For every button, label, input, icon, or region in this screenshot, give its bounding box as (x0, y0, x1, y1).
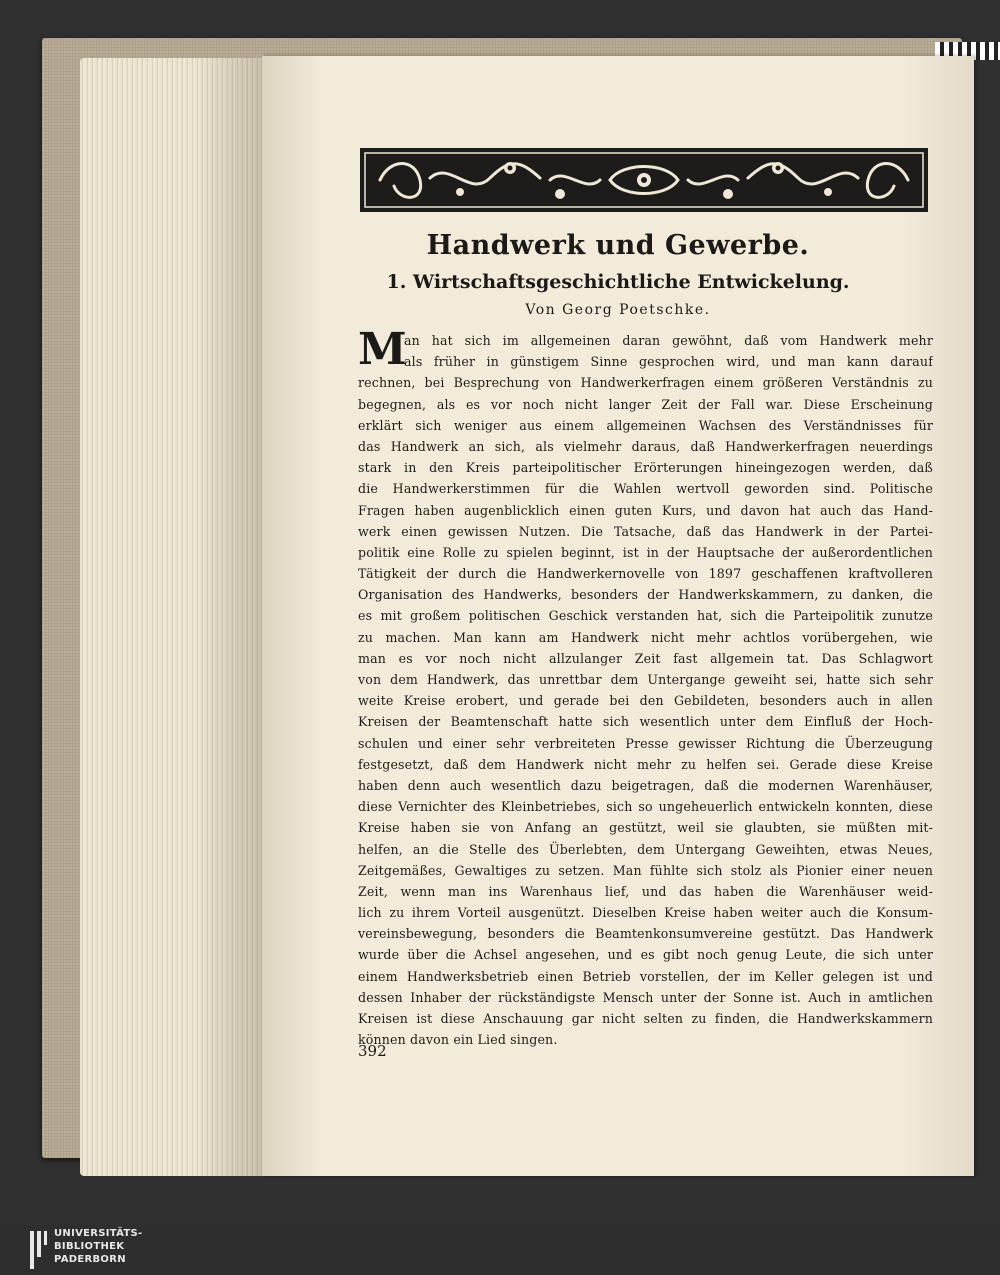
drop-cap: M (358, 324, 407, 375)
text-line: lich zu ihrem Vorteil ausgenützt. Dieselben Kreise haben weiter auch die Konsum- (358, 905, 933, 921)
text-line: Kreisen der Beamtenschaft hatte sich wesentlich unter dem Einfluß der Hoch- (358, 714, 933, 730)
text-line: das Handwerk an sich, als vielmehr daraus, daß Handwerkerfragen neuerdings (358, 438, 933, 454)
text-line: Organisation des Handwerks, besonders der Handwerkskammern, zu danken, die (358, 587, 933, 603)
text-line: Tätigkeit der durch die Handwerkernovelle von 1897 geschaffenen kraftvolleren (358, 566, 933, 582)
text-line: es mit großem politischen Geschick verstanden hat, sich die Parteipolitik zunutze (358, 608, 933, 624)
text-line: rechnen, bei Besprechung von Handwerkerfragen einem größeren Verständnis zu (358, 375, 933, 391)
logo-text-line-3: PADERBORN (54, 1254, 126, 1265)
text-line: einem Handwerksbetrieb einen Betrieb vorstellen, der im Keller gelegen ist und (358, 968, 933, 984)
logo-text-line-1: UNIVERSITÄTS- (54, 1228, 143, 1239)
text-line: Fragen haben augenblicklich einen guten Kurs, und davon hat auch das Hand- (358, 502, 933, 518)
text-line: schulen und einer sehr verbreiteten Presse gewisser Richtung die Überzeugung (358, 735, 933, 751)
text-line: zu machen. Man kann am Handwerk nicht mehr achtlos vorübergehen, wie (358, 629, 933, 645)
text-line: Kreisen ist diese Anschauung gar nicht selten zu finden, die Handwerkskammern (358, 1011, 933, 1026)
text-line: dessen Inhaber der rückständigste Mensch unter der Sonne ist. Auch in amtlichen (358, 989, 933, 1005)
text-line: festgesetzt, daß dem Handwerk nicht mehr zu helfen sei. Gerade diese Kreise (358, 756, 933, 772)
text-line: stark in den Kreis parteipolitischer Erörterungen hineingezogen werden, daß (358, 460, 933, 476)
ornament-icon (360, 148, 928, 212)
author-line: Von Georg Poetschke. (525, 302, 711, 318)
text-line: diese Vernichter des Kleinbetriebes, sich so ungeheuerlich entwickeln konnten, diese (358, 799, 933, 815)
text-line: werk einen gewissen Nutzen. Die Tatsache, daß das Handwerk in der Partei- (358, 523, 933, 539)
gutter-shadow (195, 58, 265, 1176)
text-line: die Handwerkerstimmen für die Wahlen wertvoll geworden sind. Politische (358, 481, 933, 497)
text-line: wurde über die Achsel angesehen, und es gibt noch genug Leute, die sich unter (358, 947, 933, 963)
text-line: haben denn auch wesentlich dazu beigetragen, daß die modernen Warenhäuser, (358, 777, 933, 793)
section-title: 1. Wirtschaftsgeschichtliche Entwickelung. (386, 271, 850, 293)
text-line: man es vor noch nicht allzulanger Zeit fast allgemein tat. Das Schlagwort (358, 650, 933, 666)
text-line: erklärt sich weniger aus einem allgemeinen Wachsen des Verständnisses für (358, 417, 933, 433)
text-line: begegnen, als es vor noch nicht langer Zeit der Fall war. Diese Erscheinung (358, 396, 933, 412)
text-line: Kreise haben sie von Anfang an gestützt, weil sie glaubten, sie müßten mit- (358, 820, 933, 836)
text-line: können davon ein Lied singen. (358, 1032, 558, 1048)
text-line: vereinsbewegung, besonders die Beamtenkonsumvereine gestützt. Das Handwerk (358, 926, 933, 942)
text-line: helfen, an die Stelle des Überlebten, dem Untergang Geweihten, etwas Neues, (358, 841, 933, 857)
book-page (262, 56, 974, 1176)
library-footer (0, 1225, 1000, 1275)
text-line: an hat sich im allgemeinen daran gewöhnt, daß vom Handwerk mehr (404, 333, 933, 348)
text-line: Zeitgemäßes, Gewaltiges zu setzen. Man fühlte sich stolz als Pionier einer neuen (358, 862, 933, 878)
text-line: von dem Handwerk, das unrettbar dem Untergange geweiht sei, hatte sich sehr (358, 672, 933, 687)
text-line: Zeit, wenn man ins Warenhaus lief, und das haben die Warenhäuser weid- (358, 883, 933, 899)
text-line: weite Kreise erobert, und gerade bei den Gebildeten, besonders auch in allen (358, 693, 933, 709)
body-text (358, 324, 933, 1050)
university-library-logo-icon (28, 1229, 48, 1271)
text-line: politik eine Rolle zu spielen beginnt, ist in der Hauptsache der außerordentlichen (358, 544, 933, 560)
text-line: als früher in günstigem Sinne gesprochen wird, und man kann darauf (404, 354, 933, 370)
page-title: Handwerk und Gewerbe. (426, 230, 810, 261)
page-number: 392 (358, 1042, 387, 1060)
logo-text-line-2: BIBLIOTHEK (54, 1241, 125, 1252)
